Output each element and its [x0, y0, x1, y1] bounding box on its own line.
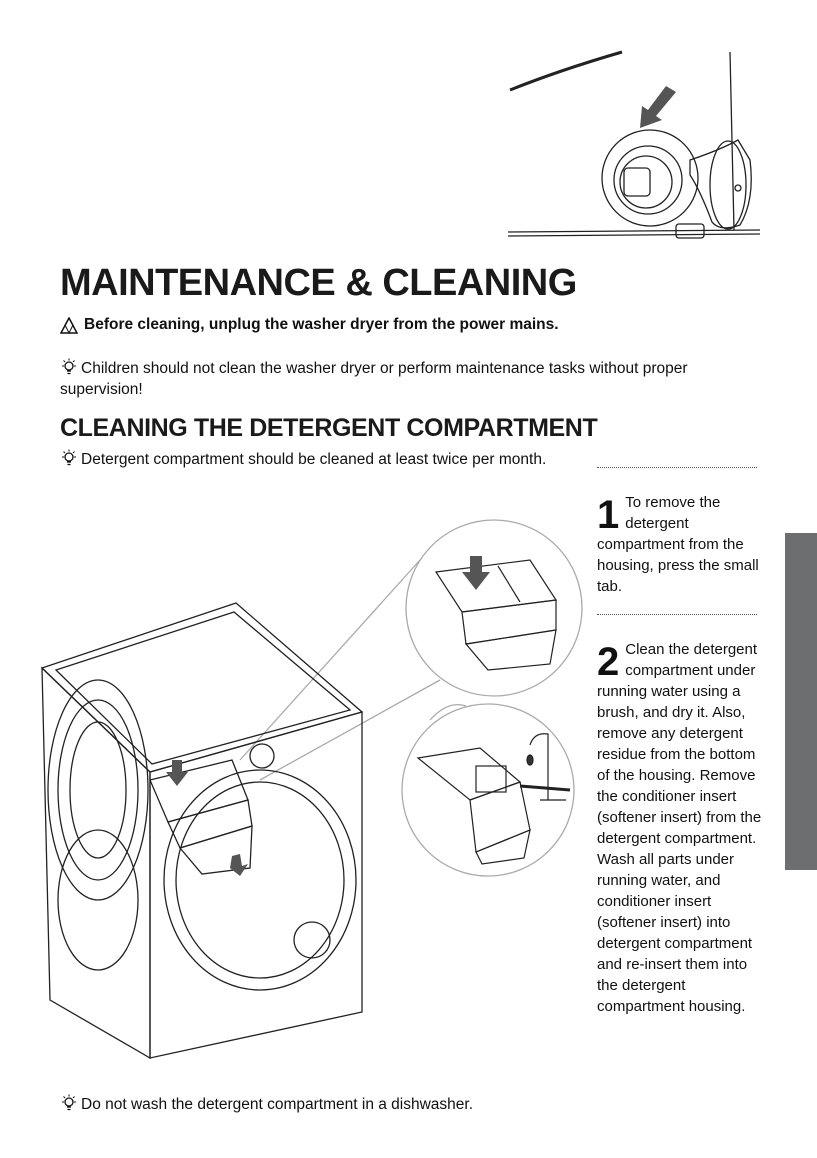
warning-line: [60, 316, 559, 334]
warning-text: Before cleaning, unplug the washer dryer from the power mains.: [84, 316, 559, 333]
washer-illustration: [42, 603, 362, 1058]
divider: [597, 614, 757, 615]
filter-illustration: [508, 52, 760, 238]
dishwasher-note: [60, 1094, 473, 1115]
drawer-illustration-1: [436, 560, 556, 670]
step-number: 1: [597, 493, 620, 537]
step-2: [597, 639, 762, 1017]
step-1: [597, 492, 762, 597]
dishwasher-note-text: Do not wash the detergent compartment in a dishwasher.: [81, 1096, 474, 1113]
frequency-note: [60, 449, 546, 470]
lightbulb-icon: [60, 358, 78, 376]
lightbulb-icon: [60, 449, 78, 467]
divider: [597, 467, 757, 468]
section-title: CLEANING THE DETERGENT COMPARTMENT: [60, 414, 598, 442]
frequency-note-text: Detergent compartment should be cleaned at least twice per month.: [81, 451, 547, 468]
arrow-icon: [462, 556, 490, 590]
step-text: To remove the detergent compartment from the housing, press the small tab.: [597, 494, 759, 595]
section-side-tab: [785, 533, 817, 870]
step-text: Clean the detergent compartment under running water using a brush, and dry it. Also, remove any detergent residue from the bottom of the housing. Remove the conditioner insert (softener insert) from the detergent compartment. Wash all parts under running water, and conditioner insert (softener insert) into detergent compartment and re-insert them into the detergent compartment housing.: [597, 641, 762, 1015]
arrow-icon: [640, 86, 676, 128]
step-number: 2: [597, 640, 620, 684]
children-note-text: Children should not clean the washer dryer or perform maintenance tasks without proper supervision!: [60, 360, 688, 398]
page-title: MAINTENANCE & CLEANING: [60, 262, 577, 304]
drawer-illustration-2: [418, 734, 570, 864]
children-note: [60, 358, 720, 400]
warning-triangle-icon: [60, 317, 78, 334]
lightbulb-icon: [60, 1094, 78, 1112]
